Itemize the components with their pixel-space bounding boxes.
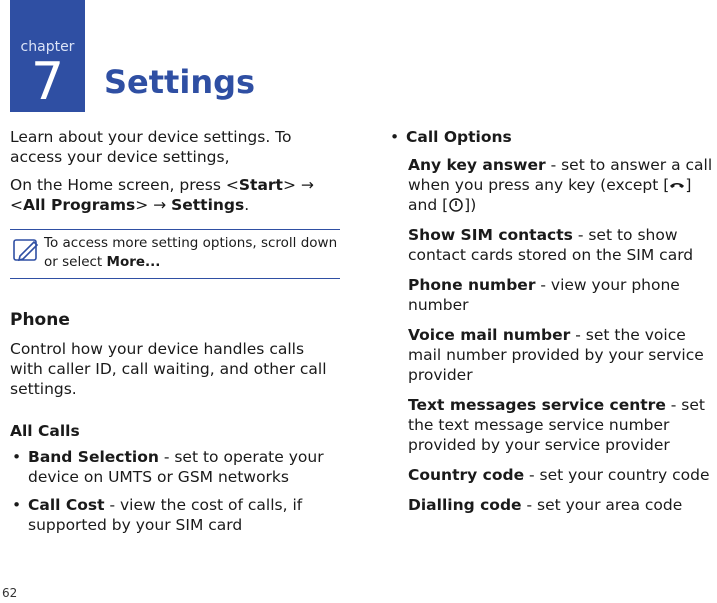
all-calls-heading: All Calls — [10, 422, 80, 440]
left-column — [10, 127, 340, 543]
list-item: • Call Cost - view the cost of calls, if supported by your SIM card — [10, 495, 340, 535]
list-item: • Band Selection - set to operate your device on UMTS or GSM networks — [10, 447, 340, 487]
intro-path: On the Home screen, press <Start> → <All Programs> → Settings. — [10, 176, 314, 214]
all-programs-label: All Programs — [23, 196, 136, 214]
page-title: Settings — [104, 63, 256, 101]
pencil-note-icon — [12, 236, 40, 264]
list-item: Dialling code - set your area code — [408, 496, 683, 514]
intro-text: Learn about your device settings. To access your device settings, — [10, 128, 292, 166]
end-call-icon — [669, 177, 685, 193]
right-column — [388, 127, 717, 525]
chapter-badge — [10, 0, 85, 112]
more-label: More... — [106, 254, 161, 270]
note-text: To access more setting options, scroll down or select — [44, 235, 338, 270]
power-icon — [448, 197, 464, 213]
phone-heading: Phone — [10, 310, 70, 330]
chapter-word: chapter — [20, 39, 75, 55]
list-item: Country code - set your country code — [408, 466, 710, 484]
list-item: Text messages service centre - set the text message service number provided by your service provider — [408, 396, 705, 454]
list-item: Any key answer - set to answer a call when you press any key (except [ ] and [ ]) — [408, 156, 713, 214]
phone-description: Control how your device handles calls with caller ID, call waiting, and other call settings. — [10, 340, 327, 398]
note-box — [10, 229, 340, 279]
list-item: Voice mail number - set the voice mail number provided by your service provider — [408, 326, 704, 384]
page-number: 62 — [2, 586, 18, 600]
start-label: Start — [238, 176, 283, 194]
list-item: Phone number - view your phone number — [408, 276, 680, 314]
chapter-number: 7 — [30, 52, 65, 112]
settings-label: Settings — [171, 196, 245, 214]
list-item: Show SIM contacts - set to show contact cards stored on the SIM card — [408, 226, 694, 264]
call-options-heading: • Call Options — [388, 127, 717, 147]
